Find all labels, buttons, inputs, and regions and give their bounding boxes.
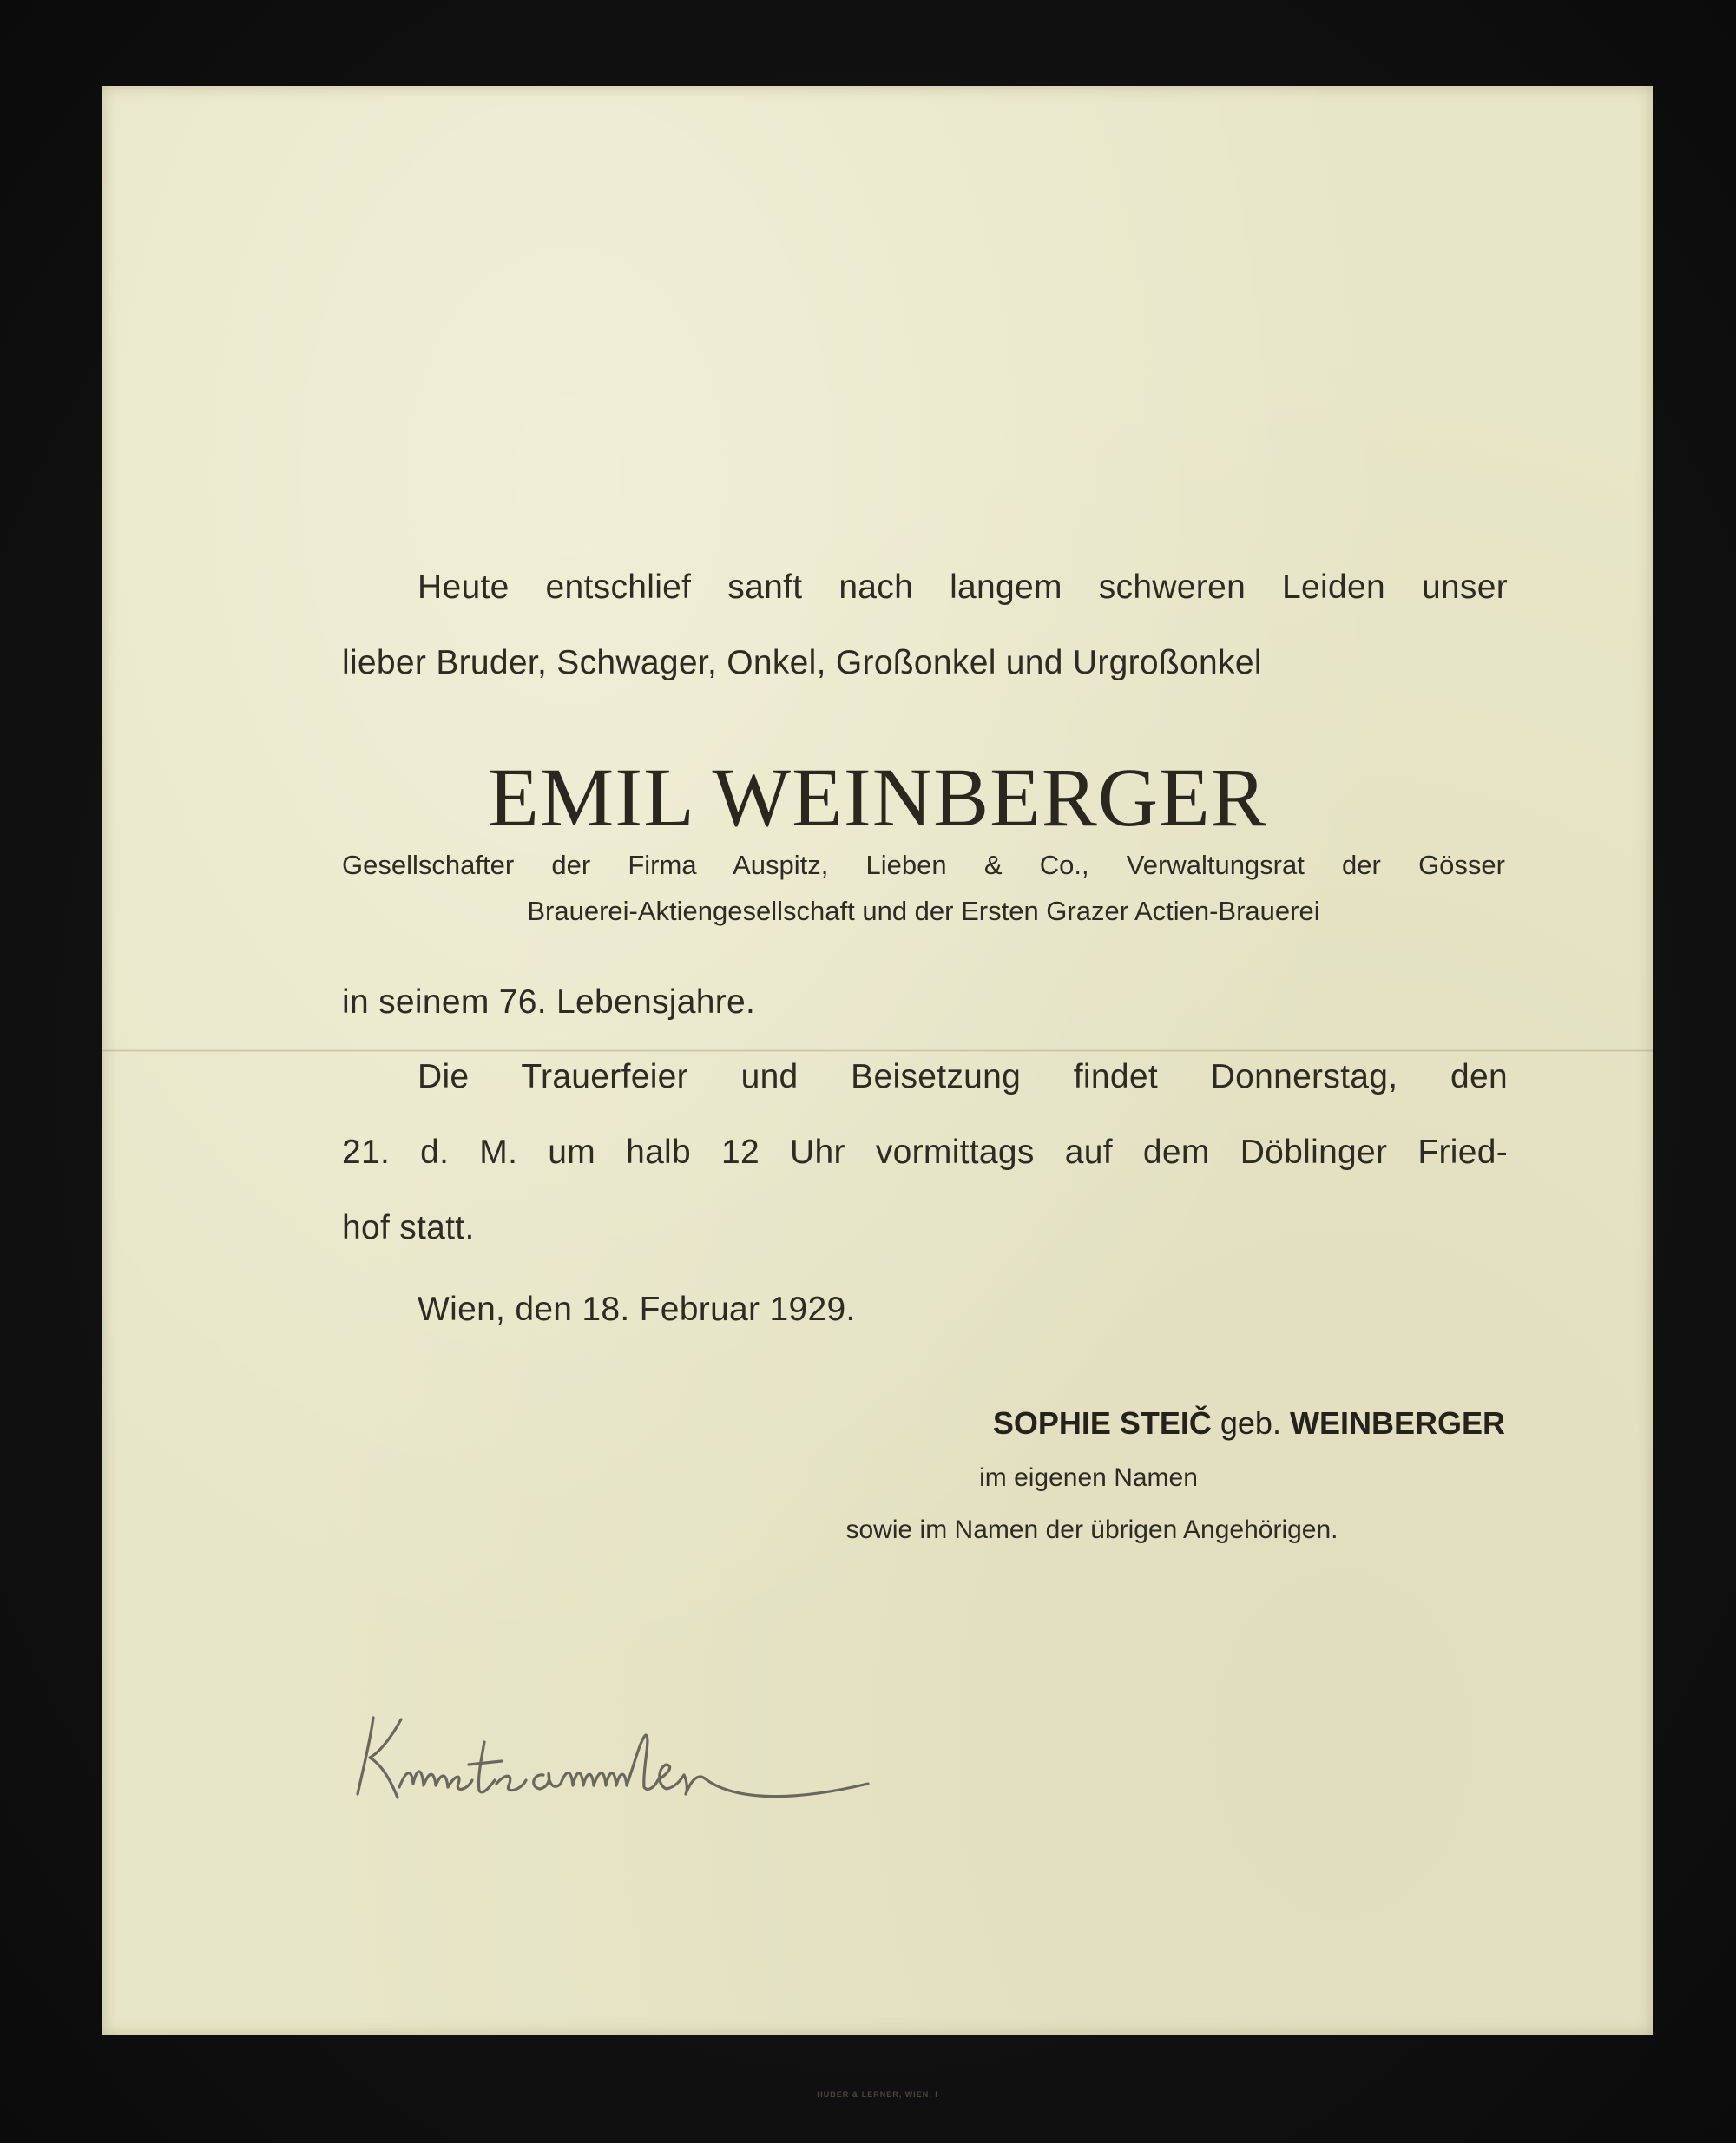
signatory-line-2: im eigenen Namen bbox=[979, 1463, 1198, 1492]
handwritten-note-kunstsammler bbox=[347, 1700, 885, 1813]
death-notice-sheet bbox=[102, 86, 1653, 2099]
signatory-name bbox=[710, 1405, 1505, 1442]
funeral-line-2: 21. d. M. um halb 12 Uhr vormittags auf dem Döblinger Fried- bbox=[342, 1134, 1508, 1171]
signatory-maiden-name: WEINBERGER bbox=[1289, 1405, 1505, 1441]
deceased-title-line-1: Gesellschafter der Firma Auspitz, Lieben & Co., Verwaltungsrat der Gösser bbox=[342, 850, 1505, 880]
paper-fold-crease bbox=[102, 1049, 1653, 1052]
signatory-geb: geb. bbox=[1220, 1405, 1281, 1441]
age-line: in seinem 76. Lebensjahre. bbox=[342, 983, 756, 1021]
deceased-title-line-2: Brauerei-Aktiengesellschaft und der Ersten Grazer Actien-Brauerei bbox=[527, 896, 1320, 926]
signatory-first-name: SOPHIE STEIČ bbox=[992, 1405, 1212, 1441]
deceased-name: EMIL WEINBERGER bbox=[488, 751, 1267, 844]
signatory-line-3: sowie im Namen der übrigen Angehörigen. bbox=[845, 1515, 1338, 1544]
place-and-date: Wien, den 18. Februar 1929. bbox=[418, 1291, 856, 1328]
intro-line-1: Heute entschlief sanft nach langem schweren Leiden unser bbox=[418, 569, 1508, 606]
funeral-line-3: hof statt. bbox=[342, 1209, 475, 1246]
intro-line-2: lieber Bruder, Schwager, Onkel, Großonkel und Urgroßonkel bbox=[342, 644, 1262, 681]
printer-mark: HUBER & LERNER, WIEN, I bbox=[817, 2090, 938, 2099]
funeral-line-1: Die Trauerfeier und Beisetzung findet Donnerstag, den bbox=[418, 1058, 1508, 1095]
